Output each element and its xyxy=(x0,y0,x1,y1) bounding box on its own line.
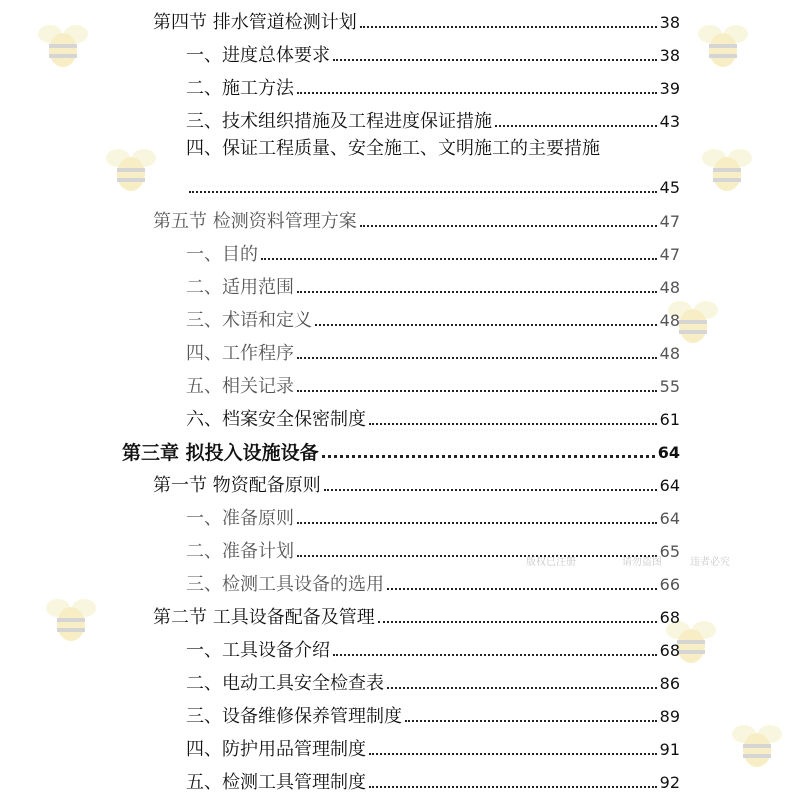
toc-page-number: 48 xyxy=(659,344,680,363)
toc-entry-title: 三、术语和定义 xyxy=(186,310,312,331)
toc-entry[interactable] xyxy=(186,269,680,299)
toc-page-number: 64 xyxy=(657,443,680,462)
toc-page-number: 48 xyxy=(659,278,680,297)
toc-page-number: 89 xyxy=(659,707,680,726)
toc-dot-leader xyxy=(322,455,655,458)
toc-entry[interactable] xyxy=(186,335,680,365)
toc-page-number: 64 xyxy=(659,509,680,528)
toc-dot-leader xyxy=(360,225,657,227)
toc-entry[interactable] xyxy=(186,764,680,794)
toc-dot-leader xyxy=(297,357,657,359)
toc-entry-title: 第四节 排水管道检测计划 xyxy=(153,12,357,33)
toc-page-number: 86 xyxy=(659,674,680,693)
toc-entry[interactable] xyxy=(186,37,680,67)
toc-page-number: 38 xyxy=(659,46,680,65)
toc-page-number: 65 xyxy=(659,542,680,561)
toc-entry[interactable] xyxy=(186,731,680,761)
toc-entry[interactable] xyxy=(186,368,680,398)
toc-entry-title: 一、进度总体要求 xyxy=(186,45,330,66)
toc-page-number: 47 xyxy=(659,245,680,264)
toc-entry[interactable] xyxy=(186,698,680,728)
toc-entry[interactable] xyxy=(186,169,680,199)
toc-entry-title: 五、检测工具管理制度 xyxy=(186,772,366,793)
toc-page-number: 66 xyxy=(659,575,680,594)
toc-page-number: 38 xyxy=(659,13,680,32)
toc-dot-leader xyxy=(297,92,657,94)
toc-dot-leader xyxy=(189,191,657,193)
toc-entry[interactable] xyxy=(153,203,680,233)
toc-dot-leader xyxy=(378,621,657,623)
toc-page-number: 39 xyxy=(659,79,680,98)
toc-entry[interactable] xyxy=(186,70,680,100)
toc-entry[interactable] xyxy=(186,665,680,695)
toc-entry-wrapped-title: 四、保证工程质量、安全施工、文明施工的主要措施 xyxy=(186,138,600,159)
toc-entry[interactable] xyxy=(186,500,680,530)
toc-entry[interactable] xyxy=(186,103,680,133)
toc-entry-title: 一、准备原则 xyxy=(186,508,294,529)
copyright-watermark-strip xyxy=(0,553,800,573)
toc-entry-title: 第二节 工具设备配备及管理 xyxy=(153,607,375,628)
toc-page-number: 61 xyxy=(659,410,680,429)
toc-entry[interactable] xyxy=(122,434,680,464)
toc-entry[interactable] xyxy=(153,599,680,629)
toc-dot-leader xyxy=(369,423,657,425)
toc-page-number: 64 xyxy=(659,476,680,495)
toc-dot-leader xyxy=(360,26,657,28)
toc-entry-title: 二、施工方法 xyxy=(186,78,294,99)
toc-dot-leader xyxy=(333,59,657,61)
toc-page-number: 43 xyxy=(659,112,680,131)
toc-entry-title: 四、防护用品管理制度 xyxy=(186,739,366,760)
toc-dot-leader xyxy=(261,258,657,260)
toc-page-number: 45 xyxy=(659,178,680,197)
toc-entry[interactable] xyxy=(153,4,680,34)
toc-page-number: 92 xyxy=(659,773,680,792)
toc-entry-title: 二、适用范围 xyxy=(186,277,294,298)
toc-dot-leader xyxy=(315,324,657,326)
toc-dot-leader xyxy=(333,654,657,656)
toc-dot-leader xyxy=(405,720,657,722)
toc-dot-leader xyxy=(297,390,657,392)
toc-entry[interactable] xyxy=(186,632,680,662)
toc-entry-title: 第三章 拟投入设施设备 xyxy=(122,442,319,464)
toc-dot-leader xyxy=(369,753,657,755)
toc-entry-title: 二、电动工具安全检查表 xyxy=(186,673,384,694)
copyright-text: 版权已注册 xyxy=(526,557,576,568)
toc-entry-title: 第一节 物资配备原则 xyxy=(153,475,321,496)
toc-page-number: 68 xyxy=(659,608,680,627)
toc-entry[interactable] xyxy=(186,236,680,266)
toc-entry-title: 三、技术组织措施及工程进度保证措施 xyxy=(186,111,492,132)
toc-dot-leader xyxy=(387,588,657,590)
toc-entry-title: 一、工具设备介绍 xyxy=(186,640,330,661)
toc-entry-title: 一、目的 xyxy=(186,244,258,265)
toc-dot-leader xyxy=(297,522,657,524)
toc-entry[interactable] xyxy=(186,302,680,332)
toc-dot-leader xyxy=(324,489,657,491)
toc-entry[interactable] xyxy=(186,401,680,431)
toc-entry-title: 四、工作程序 xyxy=(186,343,294,364)
toc-entry-title: 三、设备维修保养管理制度 xyxy=(186,706,402,727)
toc-page-number: 48 xyxy=(659,311,680,330)
toc-dot-leader xyxy=(387,687,657,689)
copyright-text: 请勿盗图 xyxy=(622,557,662,568)
toc-entry-title: 三、检测工具设备的选用 xyxy=(186,574,384,595)
copyright-text: 违者必究 xyxy=(690,557,730,568)
toc-dot-leader xyxy=(297,291,657,293)
toc-entry-title: 五、相关记录 xyxy=(186,376,294,397)
toc-page-number: 47 xyxy=(659,212,680,231)
toc-dot-leader xyxy=(369,786,657,788)
toc-entry-title: 六、档案安全保密制度 xyxy=(186,409,366,430)
toc-entry[interactable] xyxy=(153,467,680,497)
toc-page-number: 68 xyxy=(659,641,680,660)
toc-page-number: 55 xyxy=(659,377,680,396)
toc-entry-title: 二、准备计划 xyxy=(186,541,294,562)
toc-entry-title: 第五节 检测资料管理方案 xyxy=(153,211,357,232)
toc-dot-leader xyxy=(495,125,657,127)
toc-page-number: 91 xyxy=(659,740,680,759)
